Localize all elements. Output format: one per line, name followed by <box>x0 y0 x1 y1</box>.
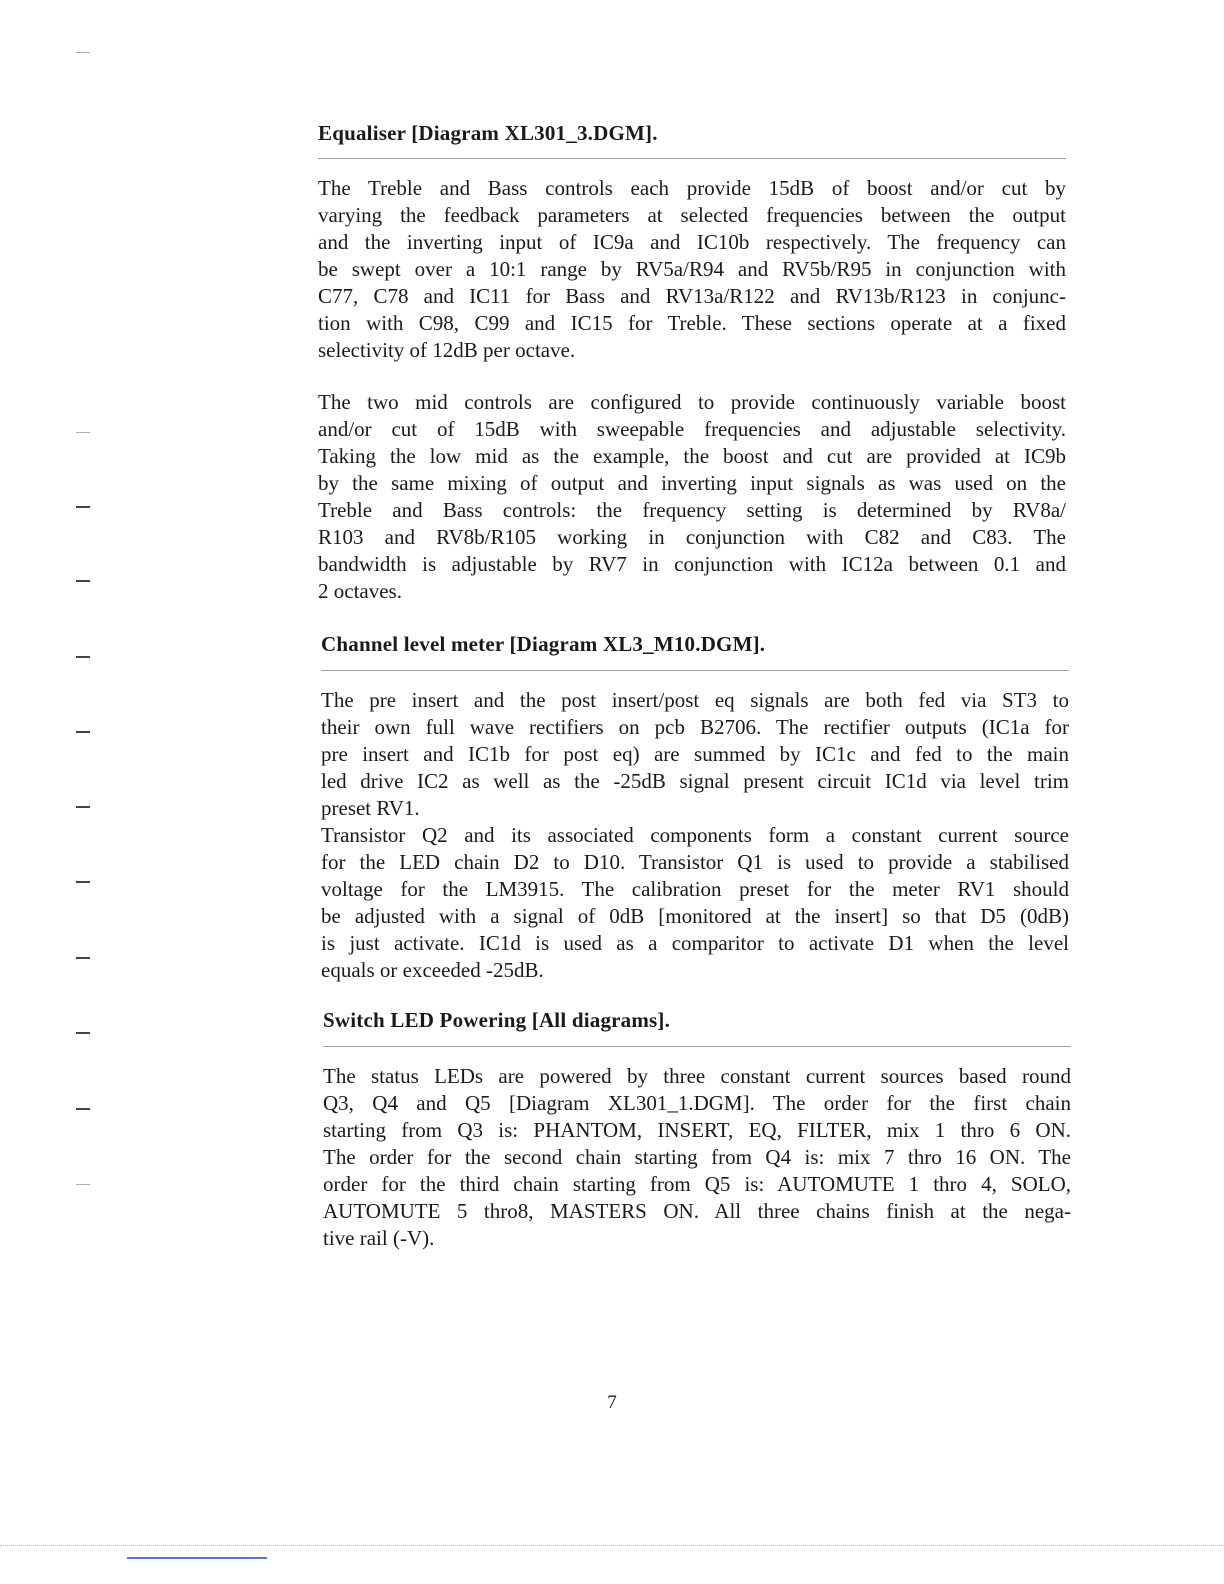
text-line: varying the feedback parameters at selected frequencies between the output <box>318 203 1066 227</box>
equaliser-heading: Equaliser [Diagram XL301_3.DGM]. <box>318 121 658 145</box>
bottom-blue-mark <box>127 1557 267 1559</box>
text-line: for the LED chain D2 to D10. Transistor Q1 is used to provide a stabilised <box>321 850 1069 874</box>
margin-mark <box>76 52 90 53</box>
text-line: preset RV1. <box>321 796 420 820</box>
text-line: The order for the second chain starting from Q4 is: mix 7 thro 16 ON. The <box>323 1145 1071 1169</box>
equaliser-section <box>318 120 1066 605</box>
equaliser-paragraph-1 <box>318 175 1066 364</box>
margin-mark <box>76 731 90 733</box>
text-line: Taking the low mid as the example, the boost and cut are provided at IC9b <box>318 444 1066 468</box>
channel-meter-paragraph-1 <box>321 687 1069 822</box>
section-divider <box>321 670 1069 671</box>
text-line: tion with C98, C99 and IC15 for Treble. These sections operate at a fixed <box>318 311 1066 335</box>
margin-mark <box>76 656 90 658</box>
text-line: C77, C78 and IC11 for Bass and RV13a/R122 and RV13b/R123 in conjunc- <box>318 284 1066 308</box>
text-line: order for the third chain starting from Q5 is: AUTOMUTE 1 thro 4, SOLO, <box>323 1172 1071 1196</box>
text-line: Transistor Q2 and its associated components form a constant current source <box>321 823 1069 847</box>
text-line: tive rail (-V). <box>323 1226 435 1250</box>
channel-meter-section <box>321 631 1069 984</box>
text-line: pre insert and IC1b for post eq) are summed by IC1c and fed to the main <box>321 742 1069 766</box>
page-number: 7 <box>607 1392 617 1413</box>
bottom-scan-line <box>0 1545 1224 1546</box>
text-line: equals or exceeded -25dB. <box>321 958 544 982</box>
text-line: 2 octaves. <box>318 579 402 603</box>
switch-led-section <box>323 1007 1071 1252</box>
text-line: be adjusted with a signal of 0dB [monitored at the insert] so that D5 (0dB) <box>321 904 1069 928</box>
text-line: and/or cut of 15dB with sweepable frequencies and adjustable selectivity. <box>318 417 1066 441</box>
text-line: their own full wave rectifiers on pcb B2706. The rectifier outputs (IC1a for <box>321 715 1069 739</box>
margin-mark <box>76 432 90 433</box>
margin-mark <box>76 806 90 808</box>
text-line: The Treble and Bass controls each provide 15dB of boost and/or cut by <box>318 176 1066 200</box>
channel-meter-heading: Channel level meter [Diagram XL3_M10.DGM]. <box>321 632 766 656</box>
text-line: selectivity of 12dB per octave. <box>318 338 576 362</box>
text-line: AUTOMUTE 5 thro8, MASTERS ON. All three chains finish at the nega- <box>323 1199 1071 1223</box>
switch-led-heading: Switch LED Powering [All diagrams]. <box>323 1008 671 1032</box>
margin-mark <box>76 1184 90 1185</box>
text-line: Treble and Bass controls: the frequency setting is determined by RV8a/ <box>318 498 1066 522</box>
text-line: voltage for the LM3915. The calibration preset for the meter RV1 should <box>321 877 1069 901</box>
margin-mark <box>76 881 90 883</box>
text-line: The status LEDs are powered by three constant current sources based round <box>323 1064 1071 1088</box>
text-line: Q3, Q4 and Q5 [Diagram XL301_1.DGM]. The order for the first chain <box>323 1091 1071 1115</box>
section-divider <box>323 1046 1071 1047</box>
text-line: and the inverting input of IC9a and IC10b respectively. The frequency can <box>318 230 1066 254</box>
switch-led-paragraph-1 <box>323 1063 1071 1252</box>
text-line: The pre insert and the post insert/post eq signals are both fed via ST3 to <box>321 688 1069 712</box>
text-line: led drive IC2 as well as the -25dB signal present circuit IC1d via level trim <box>321 769 1069 793</box>
text-line: be swept over a 10:1 range by RV5a/R94 and RV5b/R95 in conjunction with <box>318 257 1066 281</box>
margin-mark <box>76 1108 90 1110</box>
section-divider <box>318 158 1066 159</box>
text-line: starting from Q3 is: PHANTOM, INSERT, EQ, FILTER, mix 1 thro 6 ON. <box>323 1118 1071 1142</box>
equaliser-paragraph-2 <box>318 389 1066 605</box>
text-line: by the same mixing of output and inverting input signals as was used on the <box>318 471 1066 495</box>
channel-meter-paragraph-2 <box>321 822 1069 984</box>
text-line: The two mid controls are configured to provide continuously variable boost <box>318 390 1066 414</box>
text-line: R103 and RV8b/R105 working in conjunction with C82 and C83. The <box>318 525 1066 549</box>
margin-mark <box>76 506 90 508</box>
margin-mark <box>76 580 90 582</box>
margin-mark <box>76 1032 90 1034</box>
margin-mark <box>76 957 90 959</box>
text-line: is just activate. IC1d is used as a comparitor to activate D1 when the level <box>321 931 1069 955</box>
text-line: bandwidth is adjustable by RV7 in conjunction with IC12a between 0.1 and <box>318 552 1066 576</box>
